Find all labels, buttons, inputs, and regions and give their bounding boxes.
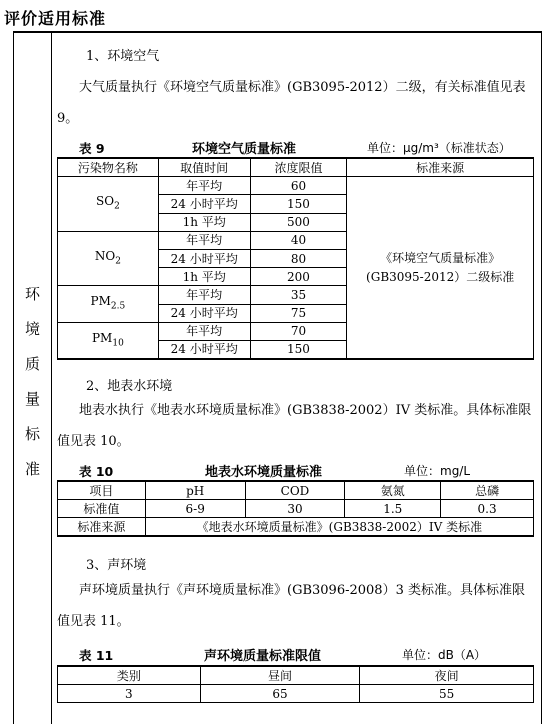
source-line: (GB3095-2012）二级标准 [366, 269, 515, 284]
table11-unit: 单位：dB（A） [402, 648, 487, 662]
row-label-cell: 标准值 [58, 500, 146, 518]
period-cell: 24 小时平均 [158, 340, 250, 359]
table10-caption [57, 461, 533, 479]
pollutant-subscript: 2 [115, 256, 121, 267]
limit-cell: 70 [250, 322, 347, 340]
section-title-air: 1、环境空气 [86, 49, 160, 64]
page-title: 评价适用标准 [4, 9, 107, 28]
header-cell: 昼间 [200, 666, 360, 685]
table9-title: 环境空气质量标准 [192, 142, 297, 157]
header-cell: 总磷 [441, 481, 534, 500]
paragraph-water: 地表水执行《地表水环境质量标准》(GB3838-2002）IV 类标准。具体标准限值见表 10。 [57, 403, 532, 449]
pollutant-cell [58, 322, 159, 359]
header-cell: 标准来源 [347, 158, 534, 177]
table-header-row [58, 666, 534, 685]
pollutant-subscript: 2 [114, 201, 120, 212]
header-cell: 夜间 [360, 666, 534, 685]
period-cell: 1h 平均 [158, 213, 250, 231]
table-header-row [58, 481, 534, 500]
limit-cell: 40 [250, 231, 347, 249]
content-area [51, 33, 541, 724]
side-char: 标 [24, 425, 40, 443]
section-title-water: 2、地表水环境 [86, 379, 173, 394]
period-cell: 1h 平均 [158, 268, 250, 286]
pollutant-cell [58, 177, 159, 232]
table-row [58, 177, 534, 195]
limit-cell: 75 [250, 304, 347, 322]
period-cell: 年平均 [158, 322, 250, 340]
header-cell: 污染物名称 [58, 158, 159, 177]
header-cell: 取值时间 [158, 158, 250, 177]
table9-caption [57, 138, 533, 156]
value-cell: 30 [245, 500, 345, 518]
limit-cell: 150 [250, 340, 347, 359]
side-char: 质 [24, 355, 40, 373]
value-cell: 3 [58, 685, 201, 703]
source-cell [347, 177, 534, 359]
table11-noise-standard [57, 665, 534, 703]
limit-cell: 60 [250, 177, 347, 195]
side-char: 环 [24, 285, 40, 303]
table10-water-quality [57, 480, 534, 537]
value-cell: 6-9 [145, 500, 245, 518]
header-cell: 氨氮 [345, 481, 441, 500]
side-char: 量 [24, 390, 40, 408]
side-char: 境 [24, 320, 40, 338]
source-cell: 《地表水环境质量标准》(GB3838-2002）IV 类标准 [145, 518, 533, 537]
header-cell: 类别 [58, 666, 201, 685]
table10-unit: 单位：mg/L [404, 464, 471, 478]
header-cell: 项目 [58, 481, 146, 500]
table10-number: 表 10 [79, 464, 114, 479]
pollutant-name: SO [96, 194, 115, 209]
pollutant-cell [58, 286, 159, 322]
side-label [14, 277, 51, 487]
header-cell: COD [245, 481, 345, 500]
period-cell: 24 小时平均 [158, 195, 250, 213]
table-row [58, 518, 534, 537]
table9-unit: 单位：μg/m³（标准状态） [367, 141, 511, 155]
period-cell: 年平均 [158, 177, 250, 195]
table11-caption [57, 645, 533, 663]
limit-cell: 200 [250, 268, 347, 286]
table-row [58, 685, 534, 703]
table11-number: 表 11 [79, 648, 114, 663]
limit-cell: 35 [250, 286, 347, 304]
side-column [14, 33, 52, 724]
paragraph-noise: 声环境质量执行《声环境质量标准》(GB3096-2008）3 类标准。具体标准限值见表 11。 [57, 583, 525, 629]
standards-frame [13, 31, 542, 724]
header-cell: 浓度限值 [250, 158, 347, 177]
side-char: 准 [24, 460, 40, 478]
pollutant-name: PM [91, 330, 113, 345]
row-label-cell: 标准来源 [58, 518, 146, 537]
table9-air-quality [57, 157, 534, 360]
limit-cell: 80 [250, 249, 347, 267]
pollutant-name: NO [94, 248, 116, 263]
value-cell: 55 [360, 685, 534, 703]
header-cell: pH [145, 481, 245, 500]
pollutant-subscript: 10 [112, 338, 124, 349]
period-cell: 年平均 [158, 286, 250, 304]
value-cell: 0.3 [441, 500, 534, 518]
value-cell: 1.5 [345, 500, 441, 518]
period-cell: 24 小时平均 [158, 304, 250, 322]
table-row [58, 500, 534, 518]
limit-cell: 500 [250, 213, 347, 231]
limit-cell: 150 [250, 195, 347, 213]
pollutant-cell [58, 231, 159, 286]
period-cell: 24 小时平均 [158, 249, 250, 267]
paragraph-air: 大气质量执行《环境空气质量标准》(GB3095-2012）二级，有关标准值见表 9。 [57, 80, 526, 126]
table11-title: 声环境质量标准限值 [204, 649, 322, 664]
source-line: 《环境空气质量标准》 [380, 250, 501, 265]
period-cell: 年平均 [158, 231, 250, 249]
value-cell: 65 [200, 685, 360, 703]
table-header-row [58, 158, 534, 177]
table10-title: 地表水环境质量标准 [205, 465, 323, 480]
pollutant-subscript: 2.5 [110, 301, 126, 312]
pollutant-name: PM [90, 294, 111, 309]
table9-number: 表 9 [79, 141, 105, 156]
section-title-noise: 3、声环境 [86, 558, 147, 573]
